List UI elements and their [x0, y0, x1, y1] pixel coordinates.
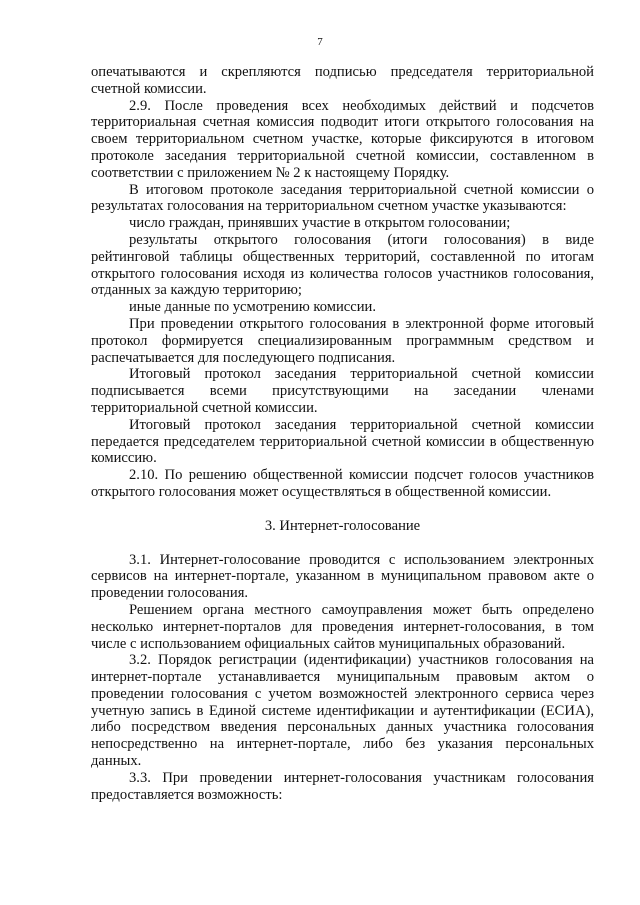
paragraph: 3.2. Порядок регистрации (идентификации) участников голосования на интернет-портале устанавливается муниципальным правовым актом о проведении голосования с учетом возможностей электронного сервиса через учетную запись в Единой системе идентификации и аутентификации (ЕСИА), либо посредством введения персональных данных участника голосования непосредственно на интернет-портале, либо без указания персональных данных.: [91, 652, 594, 770]
paragraph: Итоговый протокол заседания территориальной счетной комиссии подписывается всеми присутствующими на заседании членами территориальной счетной комиссии.: [91, 366, 594, 416]
paragraph: Итоговый протокол заседания территориальной счетной комиссии передается председателем территориальной счетной комиссии в общественную комиссию.: [91, 416, 594, 467]
page-number: 7: [317, 36, 323, 48]
paragraph: результаты открытого голосования (итоги голосования) в виде рейтинговой таблицы общественных территорий, составленной по итогам открытого голосования исходя из количества голосов участников голосования, отданных за каждую территорию;: [91, 231, 594, 299]
document-body: [91, 64, 594, 803]
paragraph: опечатываются и скрепляются подписью председателя территориальной счетной комиссии.: [91, 64, 594, 97]
paragraph: 2.9. После проведения всех необходимых действий и подсчетов территориальная счетная комиссия подводит итоги открытого голосования на своем территориальном счетном участке, которые фиксируются в итоговом протоколе заседания территориальной счетной комиссии, составленном в соответствии с приложением № 2 к настоящему Порядку.: [91, 97, 594, 181]
paragraph: Решением органа местного самоуправления может быть определено несколько интернет-порталов для проведения интернет-голосования, в том числе с использованием официальных сайтов муниципальных образований.: [91, 601, 594, 652]
paragraph: число граждан, принявших участие в открытом голосовании;: [129, 215, 511, 232]
paragraph: При проведении открытого голосования в электронной форме итоговый протокол формируется специализированным программным средством и распечатывается для последующего подписания.: [91, 315, 594, 366]
paragraph: В итоговом протоколе заседания территориальной счетной комиссии о результатах голосования на территориальном счетном участке указываются:: [91, 181, 594, 215]
section-heading: 3. Интернет-голосование: [264, 517, 421, 534]
paragraph: 2.10. По решению общественной комиссии подсчет голосов участников открытого голосования может осуществляться в общественной комиссии.: [91, 467, 594, 500]
paragraph: 3.3. При проведении интернет-голосования участникам голосования предоставляется возможность:: [91, 769, 594, 803]
paragraph: 3.1. Интернет-голосование проводится с использованием электронных сервисов на интернет-портале, указанном в муниципальном правовом акте о проведении голосования.: [91, 551, 594, 602]
paragraph: иные данные по усмотрению комиссии.: [129, 299, 377, 316]
